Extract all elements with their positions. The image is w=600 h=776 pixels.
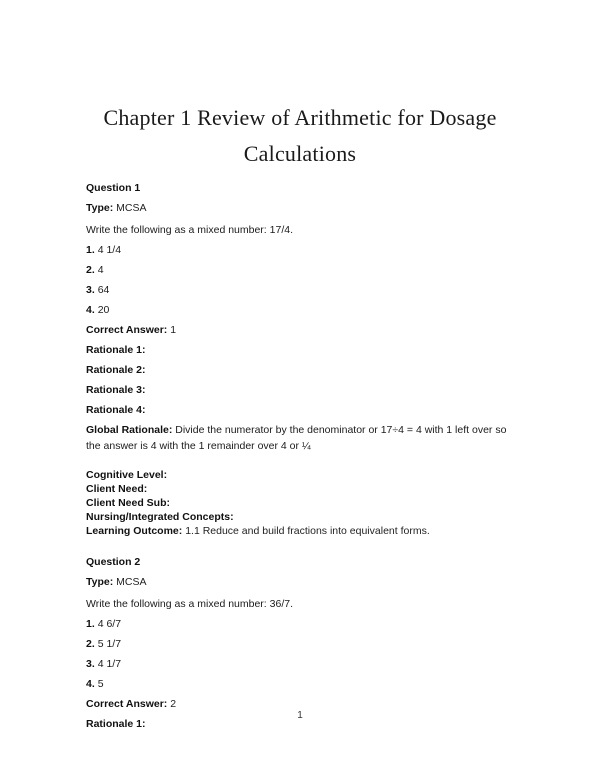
option-text: 4 xyxy=(97,264,104,276)
question-1-block xyxy=(86,178,514,538)
question-2-stem: Write the following as a mixed number: 36/7. xyxy=(86,598,293,610)
question-2-block xyxy=(86,552,514,734)
rationale-4-label: Rationale 4: xyxy=(86,404,146,416)
question-1-global-rationale-value: Divide the numerator by the denominator or 17÷4 = 4 with 1 left over so the answer is 4 with the 1 remainder over 4 or ¼ xyxy=(86,424,507,452)
question-1-rationale-3-row xyxy=(86,380,514,400)
question-1-heading: Question 1 xyxy=(86,182,141,194)
question-2-correct-answer-value: 2 xyxy=(170,698,177,710)
question-2-option-4 xyxy=(86,674,514,694)
question-1-learning-outcome-value: 1.1 Reduce and build fractions into equivalent forms. xyxy=(185,525,430,537)
question-1-cognitive-level-row xyxy=(86,468,514,482)
question-2-type-value: MCSA xyxy=(116,576,147,588)
question-1-correct-answer-value: 1 xyxy=(170,324,177,336)
correct-answer-label: Correct Answer: xyxy=(86,698,168,710)
page-number: 1 xyxy=(297,710,303,721)
client-need-label: Client Need: xyxy=(86,483,148,495)
client-need-sub-label: Client Need Sub: xyxy=(86,497,171,509)
learning-outcome-label: Learning Outcome: xyxy=(86,525,183,537)
question-block-separator xyxy=(86,538,514,552)
type-label: Type: xyxy=(86,202,114,214)
option-number: 3. xyxy=(86,284,95,296)
question-1-type-value: MCSA xyxy=(116,202,147,214)
option-text: 4 6/7 xyxy=(97,618,122,630)
option-number: 4. xyxy=(86,678,95,690)
correct-answer-label: Correct Answer: xyxy=(86,324,168,336)
question-1-rationale-2-row xyxy=(86,360,514,380)
rationale-1-label: Rationale 1: xyxy=(86,344,146,356)
question-1-metadata-block xyxy=(86,468,514,538)
option-number: 1. xyxy=(86,244,95,256)
question-1-nursing-concepts-row xyxy=(86,510,514,524)
option-number: 3. xyxy=(86,658,95,670)
question-1-rationale-1-row xyxy=(86,340,514,360)
document-body xyxy=(86,178,514,734)
rationale-3-label: Rationale 3: xyxy=(86,384,146,396)
question-1-rationale-4-row xyxy=(86,400,514,420)
option-text: 5 xyxy=(97,678,104,690)
question-1-option-2 xyxy=(86,260,514,280)
question-2-option-3 xyxy=(86,654,514,674)
option-text: 64 xyxy=(97,284,110,296)
type-label: Type: xyxy=(86,576,114,588)
question-1-type-row xyxy=(86,198,514,218)
nursing-concepts-label: Nursing/Integrated Concepts: xyxy=(86,511,234,523)
question-1-option-4 xyxy=(86,300,514,320)
rationale-1-label: Rationale 1: xyxy=(86,718,146,730)
question-1-correct-answer-row xyxy=(86,320,514,340)
question-1-stem: Write the following as a mixed number: 17/4. xyxy=(86,224,293,236)
question-2-option-2 xyxy=(86,634,514,654)
question-2-heading: Question 2 xyxy=(86,556,141,568)
rationale-2-label: Rationale 2: xyxy=(86,364,146,376)
option-text: 20 xyxy=(97,304,110,316)
global-rationale-label: Global Rationale: xyxy=(86,424,173,436)
option-number: 4. xyxy=(86,304,95,316)
question-1-client-need-row xyxy=(86,482,514,496)
question-2-option-1 xyxy=(86,614,514,634)
question-1-option-3 xyxy=(86,280,514,300)
question-1-client-need-sub-row xyxy=(86,496,514,510)
page-title: Chapter 1 Review of Arithmetic for Dosage Calculations xyxy=(103,105,497,166)
question-1-global-rationale-row xyxy=(86,422,514,454)
option-number: 2. xyxy=(86,264,95,276)
question-1-rationale-block xyxy=(86,320,514,454)
option-number: 2. xyxy=(86,638,95,650)
option-text: 4 1/4 xyxy=(97,244,122,256)
option-text: 5 1/7 xyxy=(97,638,122,650)
question-1-option-1 xyxy=(86,240,514,260)
question-2-type-row xyxy=(86,572,514,592)
cognitive-level-label: Cognitive Level: xyxy=(86,469,168,481)
option-text: 4 1/7 xyxy=(97,658,122,670)
option-number: 1. xyxy=(86,618,95,630)
question-1-learning-outcome-row xyxy=(86,524,514,538)
